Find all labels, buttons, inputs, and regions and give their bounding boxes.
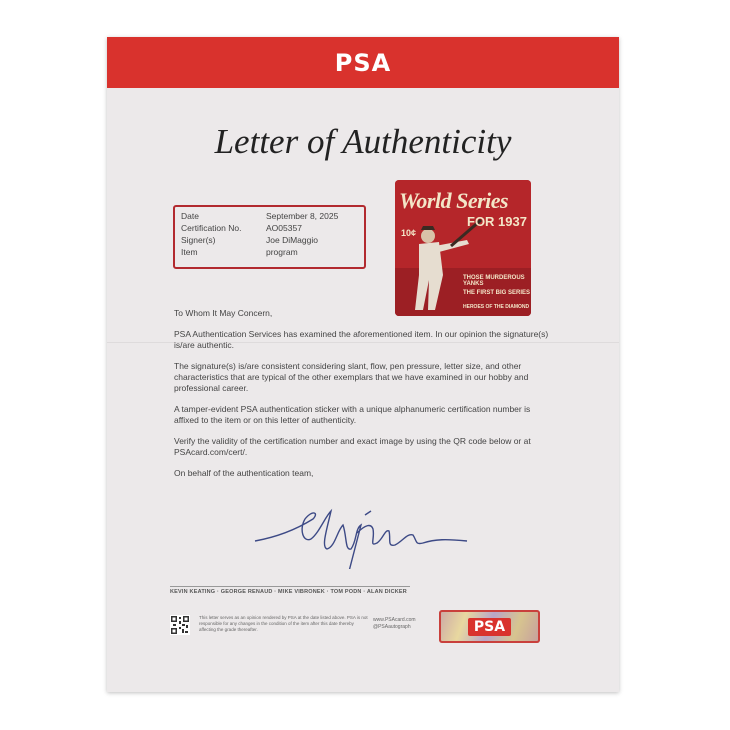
info-value: Joe DiMaggio: [266, 235, 318, 245]
info-value: AO05357: [266, 223, 302, 233]
program-line: THE FIRST BIG SERIES: [463, 290, 531, 296]
paragraph: A tamper-evident PSA authentication sticker with a unique alphanumeric certification number is affixed to the item or on this letter of authenticity.: [174, 404, 531, 425]
authenticator-names: KEVIN KEATING · GEORGE RENAUD · MIKE VIBRONEK · TOM PODN · ALAN DICKER: [170, 589, 407, 595]
qr-code-icon[interactable]: [170, 615, 190, 635]
info-value: program: [266, 247, 298, 257]
salutation: To Whom It May Concern,: [174, 308, 273, 318]
header-banner: [107, 37, 619, 88]
item-photo: [395, 180, 531, 316]
certificate-info-box: [173, 205, 366, 269]
disclaimer-text: This letter serves as an opinion rendered by PSA at the date listed above. PSA is not responsible for any changes in the condition of the item after this date thereby affecting the grade thereafter.: [199, 615, 368, 632]
program-price: 10¢: [401, 228, 417, 238]
signature-line: [170, 586, 410, 587]
letter-title: Letter of Authenticity: [214, 122, 512, 161]
paragraph: PSA Authentication Services has examined the aforementioned item. In our opinion the signature(s) is/are authentic.: [174, 329, 549, 350]
paragraph: Verify the validity of the certification number and exact image by using the QR code below or at PSAcard.com/cert/.: [174, 436, 531, 457]
program-title: World Series: [399, 188, 509, 213]
handwritten-signature: [247, 489, 477, 569]
info-label: Signer(s): [181, 235, 216, 245]
info-row-certification: [181, 222, 358, 234]
info-label: Date: [181, 211, 199, 221]
website-link[interactable]: www.PSAcard.com: [373, 617, 416, 623]
hologram-sticker: [439, 610, 540, 643]
info-value: September 8, 2025: [266, 211, 339, 221]
closing: On behalf of the authentication team,: [174, 468, 314, 478]
info-label: Certification No.: [181, 223, 242, 233]
letter-body: [174, 308, 554, 489]
sticker-psa-logo: PSA: [468, 618, 511, 636]
psa-logo: PSA: [334, 48, 392, 77]
info-label: Item: [181, 247, 198, 257]
info-row-signer: [181, 234, 358, 246]
social-handle: @PSAautograph: [373, 624, 411, 630]
info-row-date: [181, 210, 358, 222]
contact-info: [373, 617, 416, 631]
info-row-item: [181, 246, 358, 258]
program-line: THOSE MURDEROUS YANKS: [463, 275, 525, 287]
letter-paper: [107, 37, 619, 692]
paragraph: The signature(s) is/are consistent considering slant, flow, pen pressure, letter size, and other characteristics that are typical of the other exemplars that we have examined in our hobby and professional career.: [174, 361, 529, 393]
program-year: FOR 1937: [467, 214, 527, 229]
program-line: HEROES OF THE DIAMOND: [463, 304, 530, 310]
